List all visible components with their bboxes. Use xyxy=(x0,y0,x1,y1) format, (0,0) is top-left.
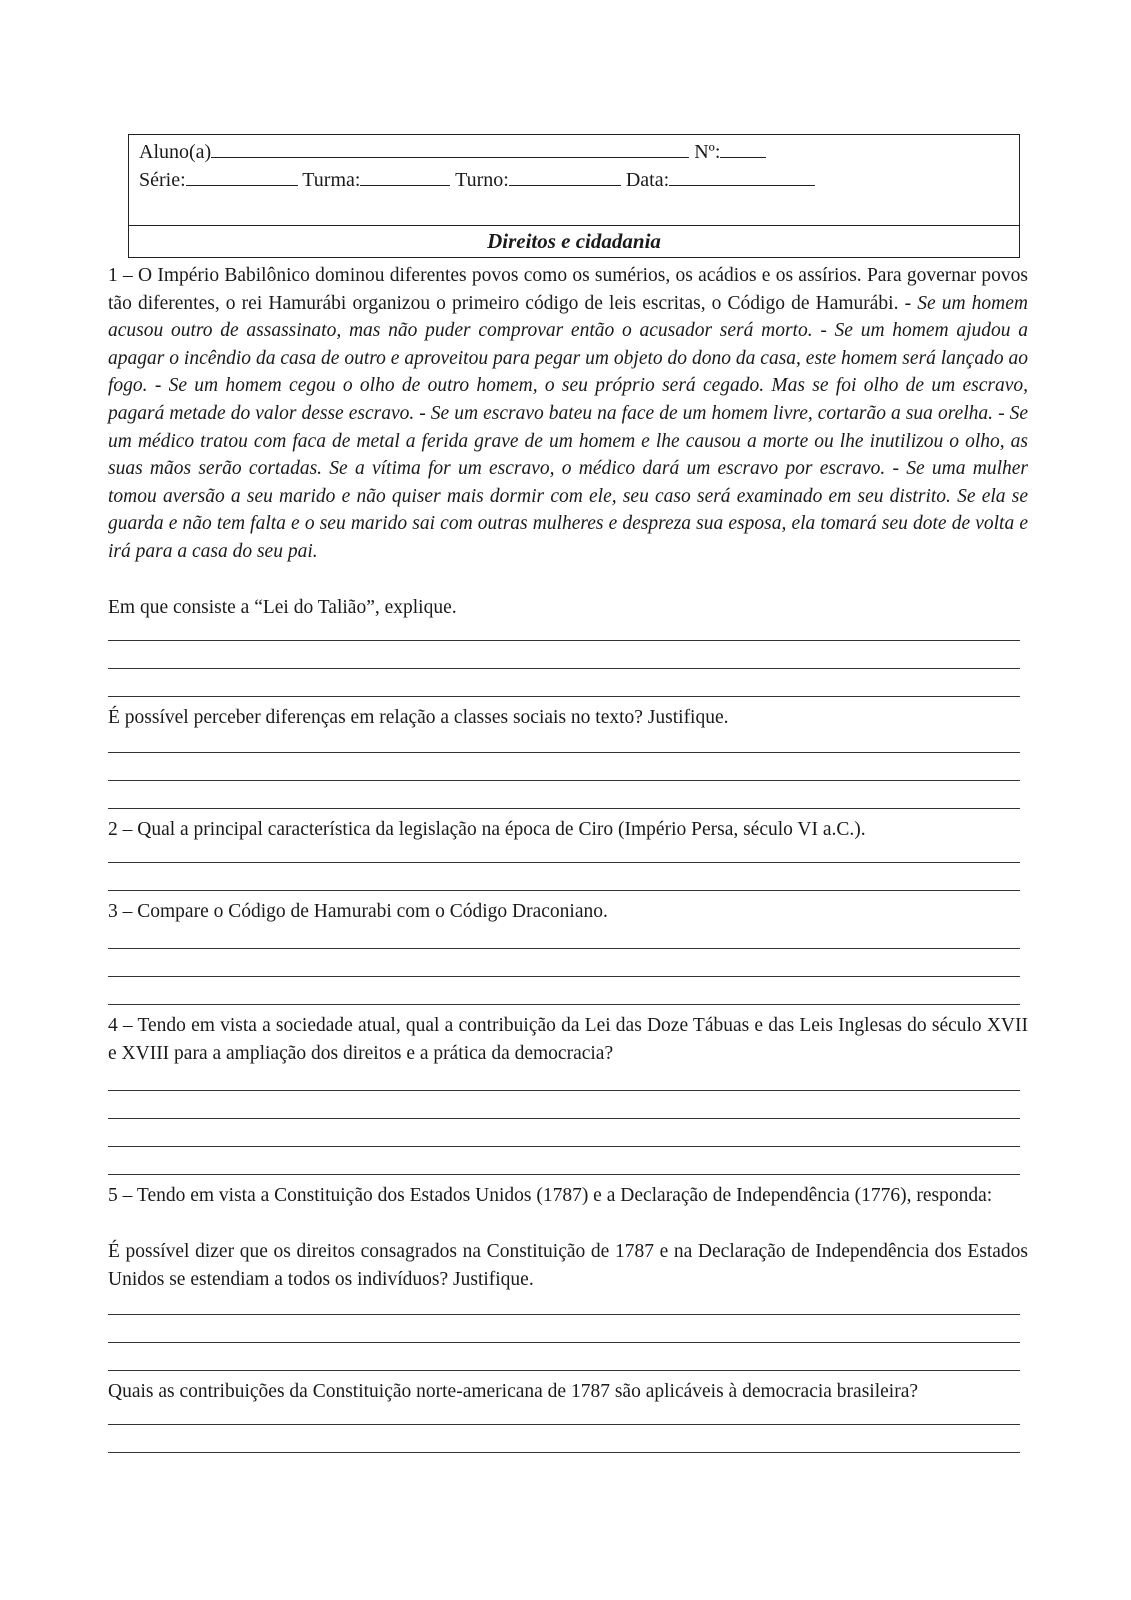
turno-label: Turno: xyxy=(455,169,509,191)
data-field[interactable] xyxy=(669,167,815,186)
question-5b: Quais as contribuições da Constituição norte-americana de 1787 são aplicáveis à democracia brasileira? xyxy=(108,1381,919,1402)
numero-field[interactable] xyxy=(720,139,766,158)
answer-line[interactable] xyxy=(108,1452,1020,1453)
answer-line[interactable] xyxy=(108,780,1020,781)
hammurabi-code-excerpt: - Se um homem acusou outro de assassinato, mas não puder comprovar então o acusador será morto. - Se um homem ajudou a apagar o incêndio da casa de outro e aproveitou para pegar um objeto do dono da casa, este homem será lançado ao fogo. - Se um homem cegou o olho de outro homem, o seu próprio será cegado. Mas se foi olho de um escravo, pagará metade do valor desse escravo. - Se um escravo bateu na face de um homem livre, cortarão a sua orelha. - Se um médico tratou com faca de metal a ferida grave de um homem e lhe causou a morte ou lhe inutilizou o olho, as suas mãos serão cortadas. Se a vítima for um escravo, o médico dará um escravo por escravo. - Se uma mulher tomou aversão a seu marido e não quiser mais dormir com ele, seu caso será examinado em seu distrito. Se ela se guarda e não tem falta e o seu marido sai com outras mulheres e despreza sua esposa, ela tomará seu dote de volta e irá para a casa do seu pai. xyxy=(108,292,1028,562)
serie-label: Série: xyxy=(139,169,186,191)
answer-line[interactable] xyxy=(108,808,1020,809)
answer-line[interactable] xyxy=(108,1146,1020,1147)
answer-line[interactable] xyxy=(108,948,1020,949)
worksheet-title: Direitos e cidadania xyxy=(487,229,661,253)
header-divider xyxy=(129,225,1019,226)
answer-line[interactable] xyxy=(108,1370,1020,1371)
aluno-field[interactable] xyxy=(211,139,689,158)
answer-line[interactable] xyxy=(108,696,1020,697)
answer-line[interactable] xyxy=(108,890,1020,891)
turma-field[interactable] xyxy=(360,167,450,186)
answer-line[interactable] xyxy=(108,640,1020,641)
answer-line[interactable] xyxy=(108,976,1020,977)
header-row-1 xyxy=(139,139,766,164)
question-1b: É possível perceber diferenças em relação a classes sociais no texto? Justifique. xyxy=(108,707,729,728)
answer-line[interactable] xyxy=(108,668,1020,669)
aluno-label: Aluno(a) xyxy=(139,141,212,163)
answer-line[interactable] xyxy=(108,1004,1020,1005)
answer-line[interactable] xyxy=(108,1118,1020,1119)
serie-field[interactable] xyxy=(186,167,298,186)
data-label: Data: xyxy=(625,169,670,191)
numero-label: Nº: xyxy=(694,141,721,163)
answer-line[interactable] xyxy=(108,1314,1020,1315)
answer-line[interactable] xyxy=(108,1424,1020,1425)
question-4: 4 – Tendo em vista a sociedade atual, qual a contribuição da Lei das Doze Tábuas e das Leis Inglesas do século XVII e XVIII para a ampliação dos direitos e a prática da democracia? xyxy=(108,1015,1028,1064)
answer-line[interactable] xyxy=(108,862,1020,863)
answer-line[interactable] xyxy=(108,1174,1020,1175)
question-3: 3 – Compare o Código de Hamurabi com o Código Draconiano. xyxy=(108,901,608,922)
answer-line[interactable] xyxy=(108,752,1020,753)
answer-line[interactable] xyxy=(108,1342,1020,1343)
question-2: 2 – Qual a principal característica da legislação na época de Ciro (Império Persa, século VI a.C.). xyxy=(108,819,866,840)
turno-field[interactable] xyxy=(509,167,621,186)
student-info-header xyxy=(128,134,1020,258)
question-5a: É possível dizer que os direitos consagrados na Constituição de 1787 e na Declaração de Independência dos Estados Unidos se estendiam a todos os indivíduos? Justifique. xyxy=(108,1241,1028,1290)
question-5-intro: 5 – Tendo em vista a Constituição dos Estados Unidos (1787) e a Declaração de Independência (1776), responda: xyxy=(108,1185,993,1206)
question-1a: Em que consiste a “Lei do Talião”, explique. xyxy=(108,597,457,618)
question-1-text xyxy=(108,262,1028,566)
turma-label: Turma: xyxy=(302,169,361,191)
answer-line[interactable] xyxy=(108,1090,1020,1091)
header-row-2 xyxy=(139,167,815,192)
question-1-intro: 1 – O Império Babilônico dominou diferentes povos como os sumérios, os acádios e os assírios. Para governar povos tão diferentes, o rei Hamurábi organizou o primeiro código de leis escritas, o Código de Hamurábi. xyxy=(108,265,1028,314)
